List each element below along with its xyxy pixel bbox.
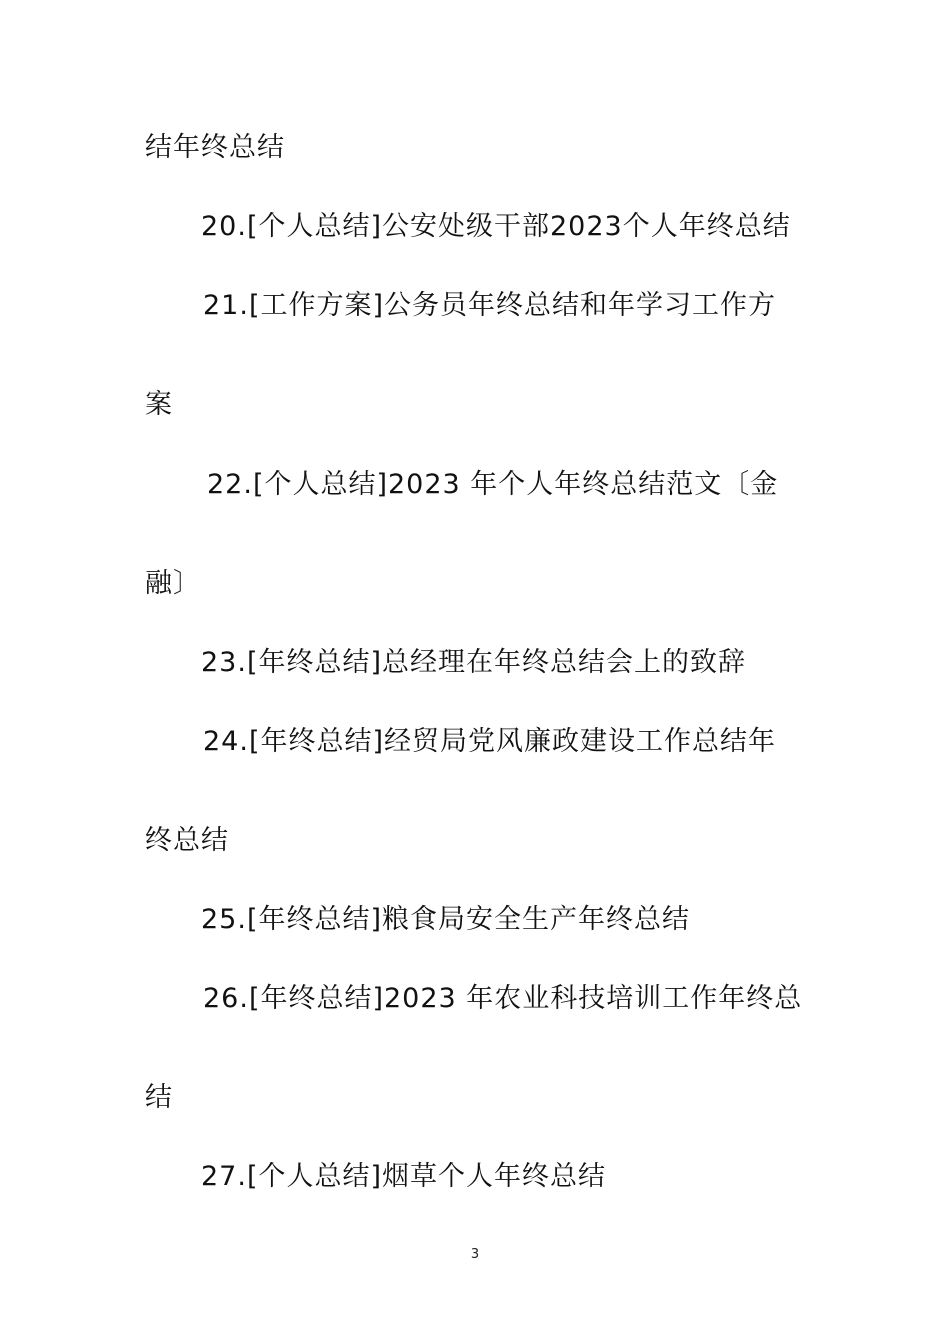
list-item-20: 20.[个人总结]公安处级干部2023个人年终总结: [201, 211, 791, 242]
list-item-26-continued: 结: [145, 1082, 173, 1113]
text-line: 结年终总结: [145, 132, 285, 163]
list-item-24-continued: 终总结: [145, 825, 229, 856]
list-item-21-continued: 案: [145, 389, 173, 420]
page-number: 3: [470, 1247, 480, 1262]
list-item-21: 21.[工作方案]公务员年终总结和年学习工作方: [203, 290, 777, 321]
list-item-22: 22.[个人总结]2023 年个人年终总结范文〔金: [207, 469, 779, 500]
list-item-23: 23.[年终总结]总经理在年终总结会上的致辞: [201, 647, 747, 678]
list-item-22-continued: 融〕: [145, 568, 201, 599]
list-item-24: 24.[年终总结]经贸局党风廉政建设工作总结年: [203, 726, 777, 757]
list-item-27: 27.[个人总结]烟草个人年终总结: [201, 1161, 607, 1192]
list-item-25: 25.[年终总结]粮食局安全生产年终总结: [201, 904, 691, 935]
list-item-26: 26.[年终总结]2023 年农业科技培训工作年终总: [203, 983, 803, 1014]
